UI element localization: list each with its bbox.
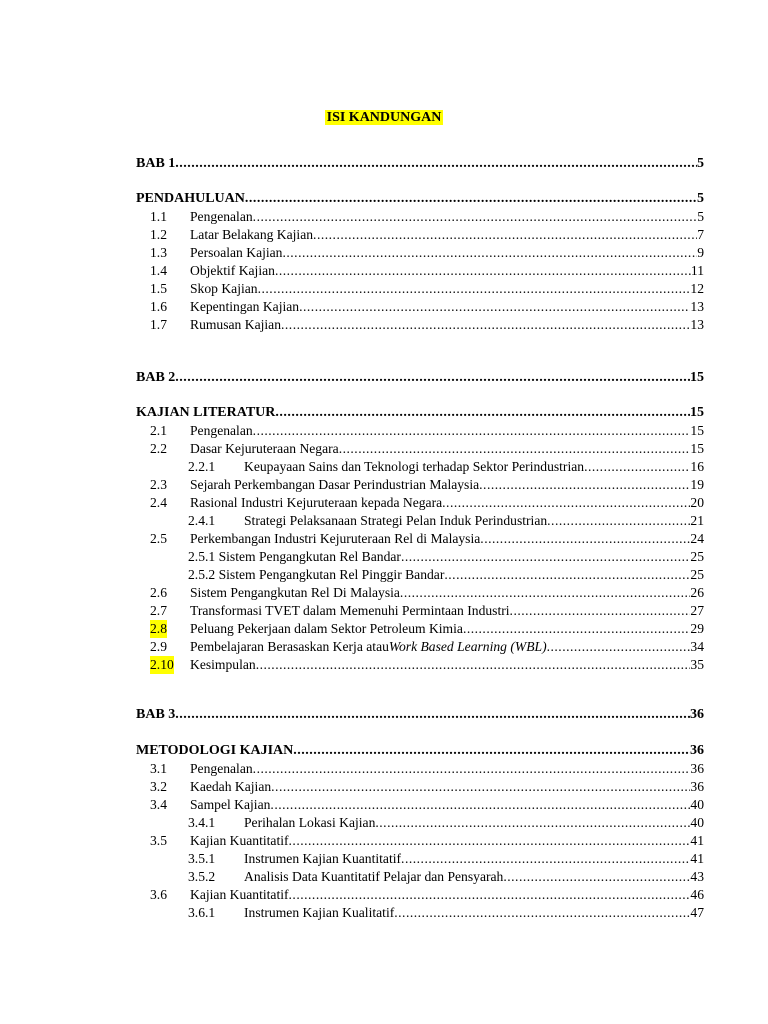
toc-leader-dots — [584, 458, 690, 476]
toc-page-number: 36 — [690, 707, 704, 722]
toc-page-number: 36 — [690, 779, 704, 794]
toc-leader-dots — [245, 190, 697, 208]
toc-entry[interactable] — [136, 760, 704, 778]
toc-entry-title: BAB 1 — [136, 156, 176, 171]
toc-page-number: 41 — [690, 833, 704, 848]
toc-entry-number: 2.4 — [150, 495, 167, 510]
toc-entry[interactable] — [136, 226, 704, 244]
toc-page-number: 15 — [690, 423, 704, 438]
toc-page-number: 43 — [690, 869, 704, 884]
toc-entry-title: Pembelajaran Berasaskan Kerja atau — [190, 639, 389, 654]
toc-entry-title: Instrumen Kajian Kualitatif — [244, 905, 395, 920]
toc-entry-title: Objektif Kajian — [190, 263, 275, 278]
toc-page-number: 46 — [690, 887, 704, 902]
toc-leader-dots — [175, 706, 690, 724]
toc-entry-title: Sampel Kajian — [190, 797, 271, 812]
toc-entry[interactable] — [136, 868, 704, 886]
toc-chapter-entry[interactable] — [136, 706, 704, 724]
toc-page-number: 25 — [690, 549, 704, 564]
toc-entry[interactable] — [136, 422, 704, 440]
toc-leader-dots — [547, 638, 691, 656]
toc-entry-number: 2.6 — [150, 585, 167, 600]
toc-page-number: 5 — [697, 209, 704, 224]
toc-page-number: 47 — [690, 905, 704, 920]
toc-page-number: 40 — [690, 815, 704, 830]
toc-entry-number: 1.5 — [150, 281, 167, 296]
toc-entry[interactable] — [136, 494, 704, 512]
toc-entry-number: 3.5.2 — [188, 869, 216, 884]
toc-entry-title: Transformasi TVET dalam Memenuhi Permintaan Industri — [190, 603, 510, 618]
toc-entry-title: Kesimpulan — [190, 657, 256, 672]
toc-page-number: 13 — [690, 299, 704, 314]
toc-entry[interactable] — [136, 638, 704, 656]
toc-page-number: 16 — [690, 459, 704, 474]
toc-leader-dots — [547, 512, 690, 530]
toc-entry[interactable] — [136, 440, 704, 458]
toc-entry-title: 2.5.1 Sistem Pengangkutan Rel Bandar — [188, 549, 401, 564]
toc-entry-number: 2.1 — [150, 423, 167, 438]
toc-chapter-entry[interactable] — [136, 404, 704, 422]
toc-entry-title: Kepentingan Kajian — [190, 299, 300, 314]
toc-entry-number: 1.2 — [150, 227, 167, 242]
toc-leader-dots — [401, 548, 690, 566]
toc-page-number: 40 — [690, 797, 704, 812]
toc-page-number: 24 — [690, 531, 704, 546]
toc-entry[interactable] — [136, 316, 704, 334]
toc-entry-number: 3.2 — [150, 779, 167, 794]
toc-entry[interactable] — [136, 476, 704, 494]
toc-page-number: 5 — [697, 156, 704, 171]
page-title — [0, 108, 768, 128]
toc-chapter-entry[interactable] — [136, 369, 704, 387]
toc-page-number: 13 — [690, 317, 704, 332]
toc-entry-number: 2.9 — [150, 639, 167, 654]
toc-entry[interactable] — [136, 620, 704, 638]
toc-entry[interactable] — [136, 656, 704, 674]
toc-leader-dots — [289, 886, 691, 904]
toc-entry[interactable] — [136, 832, 704, 850]
toc-leader-dots — [282, 244, 697, 262]
toc-leader-dots — [463, 620, 690, 638]
toc-page-number: 41 — [690, 851, 704, 866]
toc-entry[interactable] — [136, 602, 704, 620]
toc-entry-title-italic: Work Based Learning (WBL) — [388, 639, 547, 654]
toc-entry[interactable] — [136, 280, 704, 298]
toc-entry-number: 3.5.1 — [188, 851, 216, 866]
toc-entry-title: METODOLOGI KAJIAN — [136, 743, 294, 758]
toc-entry[interactable] — [136, 208, 704, 226]
toc-entry-title: BAB 3 — [136, 707, 176, 722]
toc-leader-dots — [275, 262, 691, 280]
toc-entry[interactable] — [136, 904, 704, 922]
toc-entry-number: 1.4 — [150, 263, 167, 278]
toc-entry-number: 2.2.1 — [188, 459, 216, 474]
toc-entry-title: Latar Belakang Kajian — [190, 227, 314, 242]
toc-entry-number: 2.5 — [150, 531, 167, 546]
toc-chapter-entry[interactable] — [136, 742, 704, 760]
toc-entry-title: Pengenalan — [190, 423, 253, 438]
toc-leader-dots — [293, 742, 690, 760]
toc-page-number: 29 — [690, 621, 704, 636]
toc-page-number: 15 — [690, 405, 704, 420]
toc-entry-title: Perihalan Lokasi Kajian — [244, 815, 376, 830]
toc-entry[interactable] — [136, 566, 704, 584]
toc-leader-dots — [271, 778, 690, 796]
toc-entry-title: Pengenalan — [190, 761, 253, 776]
toc-leader-dots — [299, 298, 690, 316]
toc-entry-number: 2.7 — [150, 603, 167, 618]
toc-page-number: 19 — [690, 477, 704, 492]
toc-leader-dots — [503, 868, 690, 886]
toc-entry-number: 3.6 — [150, 887, 167, 902]
toc-leader-dots — [442, 494, 690, 512]
toc-entry-number: 3.4 — [150, 797, 167, 812]
toc-leader-dots — [258, 280, 691, 298]
toc-entry-title: BAB 2 — [136, 370, 176, 385]
toc-entry[interactable] — [136, 850, 704, 868]
toc-entry-title: Persoalan Kajian — [190, 245, 283, 260]
toc-entry-title: Kajian Kuantitatif — [190, 887, 289, 902]
toc-page-number: 15 — [690, 370, 704, 385]
toc-page-number: 34 — [690, 639, 704, 654]
toc-entry-title: Analisis Data Kuantitatif Pelajar dan Pensyarah — [244, 869, 504, 884]
toc-entry[interactable] — [136, 778, 704, 796]
toc-entry-number: 1.6 — [150, 299, 167, 314]
toc-entry-title: Instrumen Kajian Kuantitatif — [244, 851, 402, 866]
toc-page-number: 27 — [690, 603, 704, 618]
toc-chapter-entry[interactable] — [136, 155, 704, 173]
toc-entry-title: Dasar Kejuruteraan Negara — [190, 441, 339, 456]
toc-entry-title: 2.5.2 Sistem Pengangkutan Rel Pinggir Bandar — [188, 567, 445, 582]
toc-entry[interactable] — [136, 796, 704, 814]
toc-page-number: 11 — [690, 263, 704, 278]
toc-leader-dots — [253, 422, 691, 440]
toc-entry[interactable] — [136, 548, 704, 566]
toc-entry-title: Rasional Industri Kejuruteraan kepada Negara — [190, 495, 443, 510]
toc-entry-title: Skop Kajian — [190, 281, 258, 296]
toc-entry[interactable] — [136, 814, 704, 832]
toc-entry-title: KAJIAN LITERATUR — [136, 405, 276, 420]
toc-page-number: 15 — [690, 441, 704, 456]
page-title-text: ISI KANDUNGAN — [326, 110, 442, 125]
toc-page-number: 21 — [690, 513, 704, 528]
toc-entry-title: Kaedah Kajian — [190, 779, 272, 794]
toc-entry[interactable] — [136, 530, 704, 548]
toc-entry-title: PENDAHULUAN — [136, 191, 245, 206]
toc-entry-title: Keupayaan Sains dan Teknologi terhadap Sektor Perindustrian — [244, 459, 585, 474]
toc-entry-number: 3.6.1 — [188, 905, 216, 920]
toc-page-number: 9 — [697, 245, 704, 260]
toc-leader-dots — [401, 850, 690, 868]
toc-entry-title: Strategi Pelaksanaan Strategi Pelan Induk Perindustrian — [244, 513, 548, 528]
toc-leader-dots — [480, 530, 690, 548]
toc-chapter-entry[interactable] — [136, 190, 704, 208]
toc-page-number: 25 — [690, 567, 704, 582]
toc-entry-title: Rumusan Kajian — [190, 317, 281, 332]
toc-entry[interactable] — [136, 886, 704, 904]
toc-entry-number: 3.4.1 — [188, 815, 216, 830]
toc-leader-dots — [339, 440, 691, 458]
toc-leader-dots — [313, 226, 697, 244]
toc-leader-dots — [253, 208, 698, 226]
toc-entry-number: 3.1 — [150, 761, 167, 776]
toc-entry-number: 2.4.1 — [188, 513, 216, 528]
toc-entry-title: Sistem Pengangkutan Rel Di Malaysia — [190, 585, 400, 600]
toc-leader-dots — [275, 404, 690, 422]
toc-page-number: 5 — [697, 191, 704, 206]
toc-entry-number: 2.10 — [150, 657, 174, 672]
toc-leader-dots — [375, 814, 690, 832]
toc-entry-number: 1.1 — [150, 209, 167, 224]
toc-entry-title: Pengenalan — [190, 209, 253, 224]
toc-leader-dots — [256, 656, 691, 674]
toc-entry-number: 2.3 — [150, 477, 167, 492]
toc-leader-dots — [394, 904, 690, 922]
toc-entry-number: 1.7 — [150, 317, 167, 332]
toc-entry[interactable] — [136, 584, 704, 602]
toc-leader-dots — [289, 832, 691, 850]
toc-leader-dots — [253, 760, 691, 778]
toc-leader-dots — [510, 602, 691, 620]
toc-page-number: 36 — [690, 761, 704, 776]
toc-leader-dots — [175, 369, 690, 387]
toc-entry[interactable] — [136, 244, 704, 262]
toc-entry-title: Sejarah Perkembangan Dasar Perindustrian Malaysia — [190, 477, 480, 492]
toc-page-number: 36 — [690, 743, 704, 758]
toc-page-number: 35 — [690, 657, 704, 672]
toc-entry[interactable] — [136, 512, 704, 530]
toc-entry-title: Kajian Kuantitatif — [190, 833, 289, 848]
toc-leader-dots — [175, 155, 697, 173]
toc-entry-number: 2.2 — [150, 441, 167, 456]
toc-page-number: 12 — [690, 281, 704, 296]
toc-page-number: 20 — [690, 495, 704, 510]
toc-page-number: 26 — [690, 585, 704, 600]
toc-entry[interactable] — [136, 458, 704, 476]
toc-entry[interactable] — [136, 298, 704, 316]
toc-entry[interactable] — [136, 262, 704, 280]
toc-entry-number: 1.3 — [150, 245, 167, 260]
toc-leader-dots — [479, 476, 690, 494]
toc-leader-dots — [400, 584, 690, 602]
toc-leader-dots — [444, 566, 690, 584]
toc-page-number: 7 — [697, 227, 704, 242]
toc-entry-title: Peluang Pekerjaan dalam Sektor Petroleum Kimia — [190, 621, 463, 636]
toc-leader-dots — [270, 796, 690, 814]
toc-leader-dots — [281, 316, 690, 334]
toc-entry-number: 2.8 — [150, 621, 167, 636]
toc-entry-number: 3.5 — [150, 833, 167, 848]
toc-entry-title: Perkembangan Industri Kejuruteraan Rel di Malaysia — [190, 531, 481, 546]
